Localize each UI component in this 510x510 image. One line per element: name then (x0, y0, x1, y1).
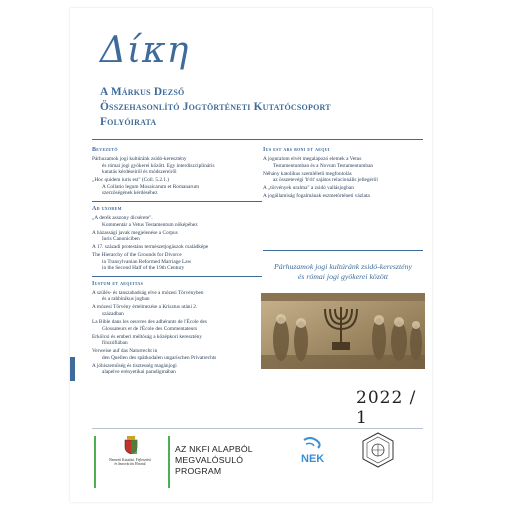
toc-item-title: La Bible dans les oeuvres des adhérants de l'École des (92, 319, 207, 326)
toc-item-title: Erkölcsi és emberi méltóság a középkori keresztény (92, 333, 203, 340)
toc-item-sub: Kommentár a Vetus Testamentum nőképéhez (102, 221, 198, 228)
toc-item-title: A 17. századi protestáns természetjogászok családképe (92, 244, 209, 251)
toc-item-title: „A derék asszony dicsérete". (92, 214, 153, 221)
toc-item-sub: században (102, 311, 124, 318)
blue-accent-bar (70, 357, 75, 381)
toc-item[interactable] (263, 193, 423, 200)
header-rule (92, 139, 423, 140)
journal-subtitle (100, 85, 430, 130)
toc-item-sub: szerzőségének kérdéséhez (102, 190, 158, 197)
relief-photo (261, 293, 425, 369)
toc-item[interactable] (92, 215, 267, 228)
subtitle-line-1: A Márkus Dezső (100, 86, 185, 98)
footer-rule (92, 428, 423, 429)
nek-logo-text: NEK (301, 453, 325, 465)
toc-item-title: „Hoc quidem iuris est" (Coll. 5.2.1.) (92, 177, 170, 184)
toc-item-sub: den Quellen des spätkodalen ungarischen Privatrechts (102, 354, 217, 361)
toc-item[interactable] (92, 363, 267, 376)
toc-item[interactable] (263, 156, 423, 169)
section-bevezeto (92, 147, 267, 197)
toc-item-title: A jóhiszeműség és tisztesség magánjogi (92, 362, 177, 369)
section-heading: Bevezető (92, 147, 118, 153)
toc-item-sub: az összetevégi 'b'rit' sajátos relacionális jellegéről (273, 177, 378, 184)
contents-right-column (263, 147, 423, 201)
green-divider (94, 436, 96, 488)
toc-item-title: The Hierarchy of the Grounds for Divorce (92, 252, 182, 259)
toc-item[interactable] (92, 177, 267, 197)
seal-logo-icon (360, 432, 396, 468)
feature-title-line: Párhuzamok jogi kultúránk zsidó-keresztény (274, 262, 412, 271)
toc-item-sub: alapelve erényetikai paradigmában (102, 369, 176, 376)
section-ad-uxorem (92, 206, 267, 272)
toc-item[interactable] (92, 304, 267, 317)
toc-item[interactable] (263, 171, 423, 184)
toc-item[interactable] (92, 334, 267, 347)
toc-item-sub: filozófiában (102, 340, 128, 347)
toc-item-sub: in the Second Half of the 19th Century (102, 265, 185, 272)
section-heading: Iustum et aequitas (92, 280, 144, 287)
journal-logo: Δίκη (100, 30, 190, 71)
toc-item[interactable] (92, 156, 267, 176)
subtitle-line-2: Összehasonlító Jogtörténeti Kutatócsoport (100, 101, 331, 113)
toc-item-sub: Testamentumban és a Novum Testamentumban (273, 162, 374, 169)
toc-item-title: Párhuzamok jogi kultúránk zsidó-keresztény (92, 156, 187, 162)
issue-number: 2022 / 1 (356, 388, 417, 428)
nek-logo-icon (298, 436, 328, 468)
toc-item-title: A mózesi Törvény értelmezése a Krisztus utáni 2. (92, 304, 198, 311)
toc-item-title: Néhány katolikus szemléletű megfontolás (263, 170, 352, 177)
program-line: PROGRAM (175, 466, 222, 476)
subtitle-line-3: Folyóirata (100, 116, 157, 128)
toc-item-title: A „törvények uralma" a zsidó vallásjogban (263, 185, 354, 192)
toc-item-sub: Iuris Canoniciben (102, 236, 140, 243)
section-heading: Ius est ars boni et aequi (263, 147, 330, 153)
toc-item[interactable] (92, 319, 267, 332)
section-rule (92, 276, 262, 277)
toc-item[interactable] (92, 348, 267, 361)
program-line: AZ NKFI ALAPBÓL (175, 444, 253, 454)
toc-item-sub: és a rabbinikus jogban (102, 296, 150, 303)
feature-title (263, 262, 423, 281)
toc-item[interactable] (92, 290, 267, 303)
section-heading: Ad uxorem (92, 205, 122, 212)
nkfih-label (98, 458, 162, 466)
toc-item[interactable] (92, 244, 267, 251)
program-line: MEGVALÓSULÓ (175, 455, 244, 465)
toc-item-sub: A Collatio legum Mosaicarum et Romanarum (102, 183, 199, 190)
right-column-rule (263, 250, 423, 251)
toc-item-title: A jogállamiság fogalmának eszmetörténeti vázlata (263, 193, 370, 200)
feature-title-line: és római jogi gyökerei között (297, 271, 389, 281)
toc-item[interactable] (263, 185, 423, 192)
contents-left-column (92, 147, 267, 377)
section-iustum (92, 281, 267, 376)
nkfih-line: és Innovációs Hivatal (114, 462, 146, 467)
toc-item-title: A házasságí javak megjelenése a Corpus (92, 229, 178, 236)
nkfih-line: Nemzeti Kutatási, Fejlesztési (108, 458, 151, 462)
program-label (175, 444, 253, 477)
toc-item[interactable] (92, 230, 267, 243)
toc-item-title: Verweise auf das Naturrecht in (92, 348, 158, 355)
toc-item-title: A joguralom elvét megalapozó elemek a Vetus (263, 156, 362, 162)
toc-item-sub: Glossateurs et de l'École des Commentateurs (102, 325, 198, 332)
coat-of-arms-icon (124, 436, 138, 454)
toc-item-title: A szülés- és tanszabadság elve a mózesi Törvényben (92, 289, 204, 296)
toc-item-sub: és római jogi gyökerei között. Egy interdiszciplináris (102, 162, 215, 169)
journal-cover (70, 8, 432, 502)
green-divider (168, 436, 170, 488)
section-rule (92, 201, 262, 202)
toc-item-sub: kutatás kérdéseiről és módszereiről (102, 169, 177, 176)
relief-image (261, 293, 425, 369)
toc-item-sub: in Transylvanian Reformed Marriage Law (102, 258, 192, 265)
toc-item[interactable] (92, 252, 267, 272)
